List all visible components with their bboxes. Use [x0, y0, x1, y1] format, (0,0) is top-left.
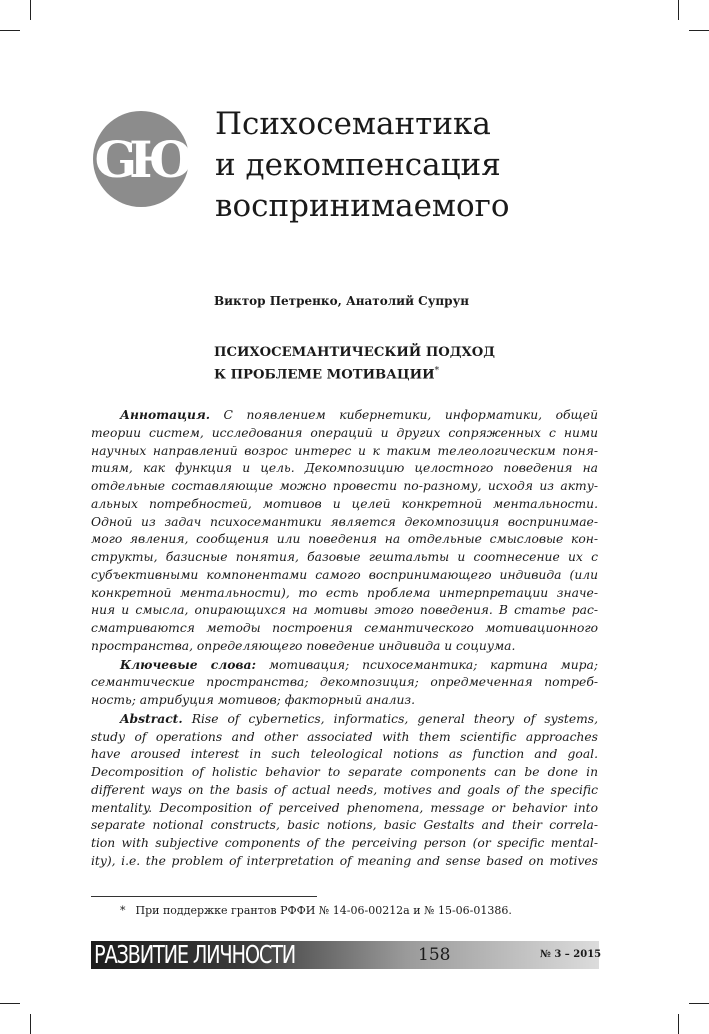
authors: Виктор Петренко, Анатолий Супрун	[214, 294, 470, 308]
issue-number: № 3 – 2015	[540, 949, 602, 960]
keywords-line: Ключевые слова: мотивация; психосемантика; картина мира;	[120, 656, 598, 672]
abstract-en-line: Abstract. Rise of cybernetics, informatics, general theory of systems,	[120, 710, 598, 726]
journal-name: РАЗВИТИЕ ЛИЧНОСТИ	[94, 940, 296, 969]
annotation-line: отдельные составляющие можно провести по-разному, исходя из акту-	[91, 479, 598, 493]
logo-letters: GЮ	[94, 130, 186, 189]
article-title-line: К ПРОБЛЕМЕ МОТИВАЦИИ*	[214, 366, 440, 383]
crop-mark	[678, 1014, 679, 1034]
annotation-line: научных направлений возрос интерес и к таким телеологическим поня-	[91, 443, 598, 458]
crop-mark	[0, 1003, 20, 1004]
annotation-line: теории систем, исследования операций и других сопряженных с ними	[91, 425, 598, 440]
footnote-divider	[91, 896, 317, 897]
crop-mark	[678, 0, 679, 20]
crop-mark	[30, 1014, 31, 1034]
article-title	[214, 344, 495, 384]
annotation-line: Одной из задач психосемантики является декомпозиция воспринимае-	[91, 514, 598, 529]
abstract-en-line: tion with subjective components of the perceiving person (or specific mental-	[91, 836, 598, 850]
keywords-label: Ключевые слова:	[120, 656, 256, 672]
section-title-line: воспринимаемого	[215, 188, 510, 224]
abstract-en-line: separate notional constructs, basic notions, basic Gestalts and their correla-	[91, 818, 598, 833]
keywords-line: семантические пространства; декомпозиция; опредмеченная потреб-	[91, 675, 598, 690]
abstract-en-label: Abstract.	[120, 710, 183, 726]
annotation-line: Аннотация. С появлением кибернетики, информатики, общей	[120, 407, 598, 422]
annotation-label: Аннотация.	[120, 407, 211, 422]
footnote-marker: *	[120, 904, 126, 917]
annotation-line: ния и смысла, опирающихся на мотивы этого поведения. В статье рас-	[91, 603, 598, 618]
footnote-text: При поддержке грантов РФФИ № 14-06-00212а и № 15-06-01386.	[135, 904, 512, 917]
annotation-line: пространства, определяющего поведение индивида и социума.	[91, 638, 516, 653]
abstract-en-line: different ways on the basis of actual needs, motives and goals of the specific	[91, 782, 598, 797]
abstract-en-line: mentality. Decomposition of perceived phenomena, message or behavior into	[91, 800, 598, 815]
footnote-mark[interactable]: *	[434, 366, 440, 376]
annotation-line: альных потребностей, мотивов и целей конкретной ментальности.	[91, 496, 598, 511]
annotation-line: конкретной ментальности), то есть проблема интерпретации значе-	[91, 585, 598, 600]
crop-mark	[689, 30, 709, 31]
section-title-line: и декомпенсация	[215, 147, 501, 183]
journal-logo	[93, 111, 189, 207]
keywords-line: ность; атрибуция мотивов; факторный анализ.	[91, 693, 416, 707]
footnote	[120, 904, 512, 917]
article-title-line: ПСИХОСЕМАНТИЧЕСКИЙ ПОДХОД	[214, 345, 495, 360]
crop-mark	[689, 1003, 709, 1004]
section-title	[215, 104, 510, 227]
annotation-line: сматриваются методы построения семантического мотивационного	[91, 621, 598, 635]
abstract-en-line: ity), i.e. the problem of interpretation of meaning and sense based on motives	[91, 853, 598, 868]
annotation-line: тиям, как функция и цель. Декомпозицию целостного поведения на	[91, 461, 598, 476]
annotation-line: субъективными компонентами самого воспринимающего индивида (или	[91, 567, 598, 582]
page-number: 158	[418, 945, 451, 965]
abstract-en-line: study of operations and other associated with them scientific approaches	[91, 729, 598, 744]
crop-mark	[0, 30, 20, 31]
section-title-line: Психосемантика	[215, 106, 491, 142]
annotation-line: мого явления, сообщения или поведения на отдельные смысловые кон-	[91, 532, 598, 547]
abstract-en-line: Decomposition of holistic behavior to separate components can be done in	[91, 765, 598, 779]
abstract-en-line: have aroused interest in such teleological notions as function and goal.	[91, 747, 598, 762]
annotation-line: структы, базисные понятия, базовые гештальты и соотнесение их с	[91, 550, 598, 564]
abstract-block	[91, 406, 598, 871]
crop-mark	[30, 0, 31, 20]
